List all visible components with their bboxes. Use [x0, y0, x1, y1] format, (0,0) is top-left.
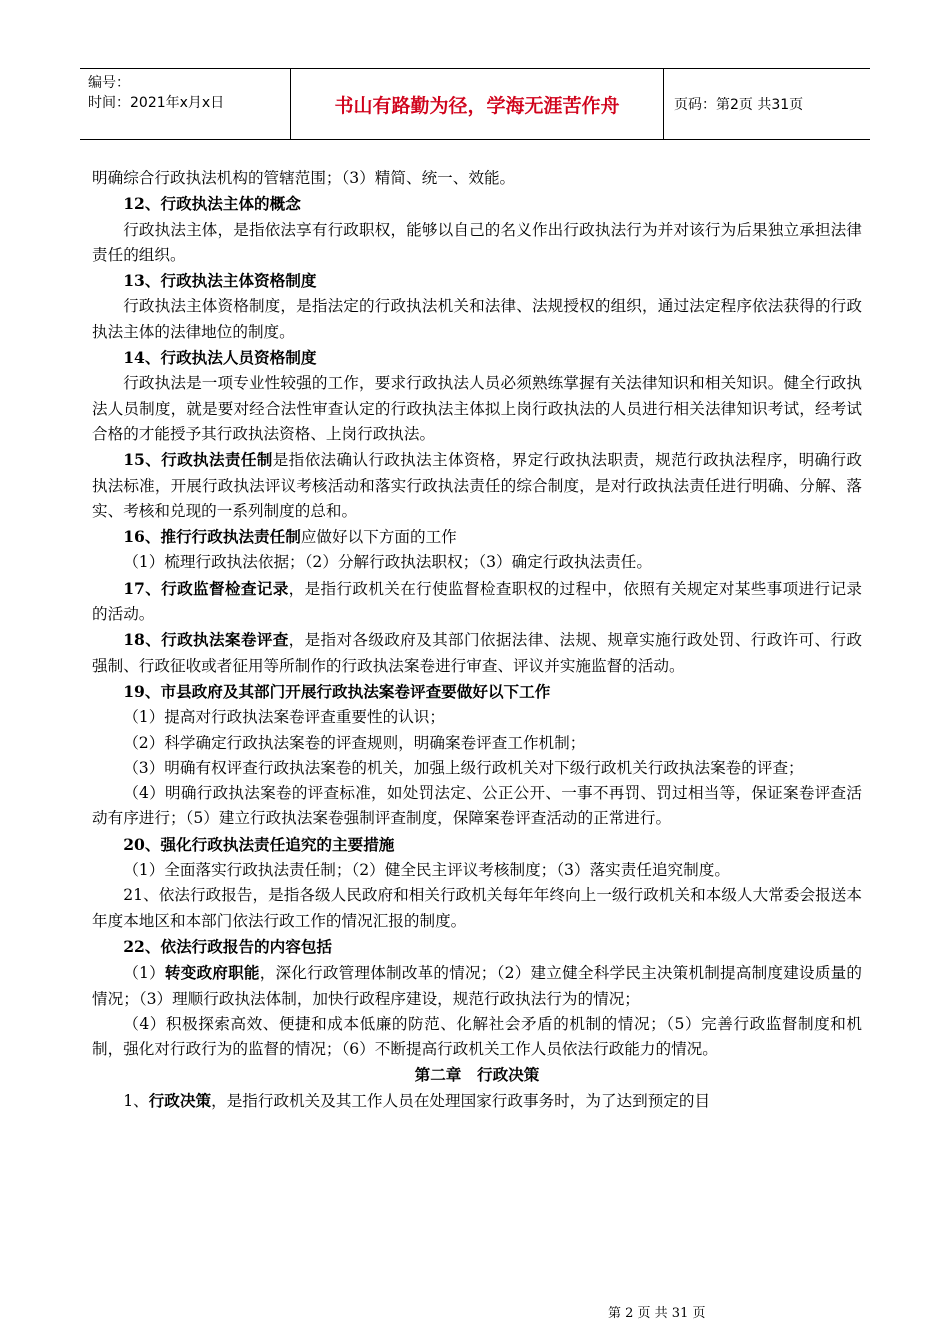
- text: 21、依法行政报告，是指各级人民政府和相关行政机关每年年终向上一级行政机关和本级人大常委会报送本年度本地区和本部门依法行政工作的情况汇报的制度。: [92, 886, 862, 930]
- paragraph: [92, 218, 862, 269]
- paragraph: [92, 1088, 862, 1114]
- time-label: 时间：2021年x月x日: [88, 95, 225, 111]
- bold-text: 转变政府职能: [164, 963, 260, 983]
- text: （2）科学确定行政执法案卷的评查规则，明确案卷评查工作机制；: [123, 733, 586, 752]
- header-page-label: 页码：第2页 共31页: [674, 97, 804, 113]
- text: （1）全面落实行政执法责任制；（2）健全民主评议考核制度；（3）落实责任追究制度。: [123, 861, 730, 880]
- bold-text: 14、行政执法人员资格制度: [123, 348, 317, 368]
- paragraph: [92, 705, 862, 730]
- paragraph: [92, 832, 862, 858]
- header-table: [80, 68, 870, 140]
- header-meta: [80, 69, 291, 139]
- paragraph: [92, 576, 862, 628]
- paragraph: [92, 960, 862, 1012]
- text: ，是指对各级政府及其部门依据法律、法规、规章实施行政处罚、行政许可、行政强制、行政征收或者征用等所制作的行政执法案卷进行审查、评议并实施监督的活动。: [92, 631, 862, 675]
- bold-text: 18、行政执法案卷评查: [123, 630, 289, 650]
- paragraph: [92, 1012, 862, 1063]
- paragraph: [92, 781, 862, 832]
- bold-text: 行政决策: [148, 1090, 212, 1110]
- paragraph: [92, 679, 862, 705]
- text: （4）明确行政执法案卷的评查标准，如处罚法定、公正公开、一事不再罚、罚过相当等，保证案卷评查活动有序进行；（5）建立行政执法案卷强制评查制度，保障案卷评查活动的正常进行。: [92, 784, 863, 828]
- number-label: 编号：: [88, 75, 130, 91]
- text: 应做好以下方面的工作: [300, 528, 457, 547]
- text: ，是指行政机关及其工作人员在处理国家行政事务时，为了达到预定的目: [211, 1091, 711, 1110]
- bold-text: 17、行政监督检查记录: [123, 578, 289, 598]
- header-motto: 书山有路勤为径，学海无涯苦作舟: [291, 69, 664, 139]
- paragraph: [92, 191, 862, 217]
- text: （1）: [123, 964, 165, 983]
- bold-text: 16、推行行政执法责任制: [123, 527, 301, 547]
- paragraph: [92, 550, 862, 575]
- text: （3）明确有权评查行政执法案卷的机关，加强上级行政机关对下级行政机关行政执法案卷的评查；: [123, 758, 804, 777]
- bold-text: 13、行政执法主体资格制度: [123, 271, 317, 291]
- bold-text: 20、强化行政执法责任追究的主要措施: [123, 834, 395, 854]
- text: （1）梳理行政执法依据；（2）分解行政执法职权；（3）确定行政执法责任。: [123, 553, 652, 572]
- bold-text: 第二章 行政决策: [414, 1065, 540, 1085]
- chapter-heading: [92, 1062, 862, 1087]
- text: （4）积极探索高效、便捷和成本低廉的防范、化解社会矛盾的机制的情况；（5）完善行政监督制度和机制，强化对行政行为的监督的情况；（6）不断提高行政机关工作人员依法行政能力的情况。: [92, 1014, 862, 1059]
- bold-text: 12、行政执法主体的概念: [123, 194, 301, 214]
- text: ，是指行政机关在行使监督检查职权的过程中，依照有关规定对某些事项进行记录的活动。: [92, 579, 862, 624]
- paragraph: [92, 166, 862, 191]
- paragraph: [92, 447, 862, 524]
- paragraph: [92, 731, 862, 756]
- bold-text: 19、市县政府及其部门开展行政执法案卷评查要做好以下工作: [123, 681, 551, 701]
- text: （1）提高对行政执法案卷评查重要性的认识；: [123, 708, 445, 727]
- paragraph: [92, 371, 862, 447]
- page-footer: 第 2 页 共 31 页: [608, 1306, 706, 1321]
- paragraph: [92, 294, 862, 345]
- paragraph: [92, 524, 862, 550]
- paragraph: [92, 345, 862, 371]
- text: 是指依法确认行政执法主体资格，界定行政执法职责，规范行政执法程序，明确行政执法标准，开展行政执法评议考核活动和落实行政执法责任的综合制度，是对行政执法责任进行明确、分解、落实、考核和兑现的一系列制度的总和。: [92, 451, 862, 520]
- paragraph: [92, 858, 862, 883]
- bold-text: 22、依法行政报告的内容包括: [123, 936, 333, 956]
- bold-text: 15、行政执法责任制: [123, 450, 273, 470]
- text: 行政执法是一项专业性较强的工作，要求行政执法人员必须熟练掌握有关法律知识和相关知识。健全行政执法人员制度，就是要对经合法性审查认定的行政执法主体拟上岗行政执法的人员进行相关法律知识考试，经考试合格的才能授予其行政执法资格、上岗行政执法。: [92, 374, 862, 443]
- paragraph: [92, 627, 862, 679]
- document-body: [92, 166, 862, 1114]
- text: 行政执法主体，是指依法享有行政职权，能够以自己的名义作出行政执法行为并对该行为后果独立承担法律责任的组织。: [92, 220, 862, 264]
- text: 1、: [123, 1091, 149, 1110]
- text: 明确综合行政执法机构的管辖范围；（3）精简、统一、效能。: [92, 169, 516, 187]
- text: ，深化行政管理体制改革的情况；（2）建立健全科学民主决策机制提高制度建设质量的情况；（3）理顺行政执法体制，加快行政程序建设，规范行政执法行为的情况；: [92, 964, 863, 1008]
- paragraph: [92, 268, 862, 294]
- paragraph: [92, 883, 862, 934]
- paragraph: [92, 756, 862, 781]
- text: 行政执法主体资格制度，是指法定的行政执法机关和法律、法规授权的组织，通过法定程序依法获得的行政执法主体的法律地位的制度。: [92, 297, 862, 341]
- paragraph: [92, 934, 862, 960]
